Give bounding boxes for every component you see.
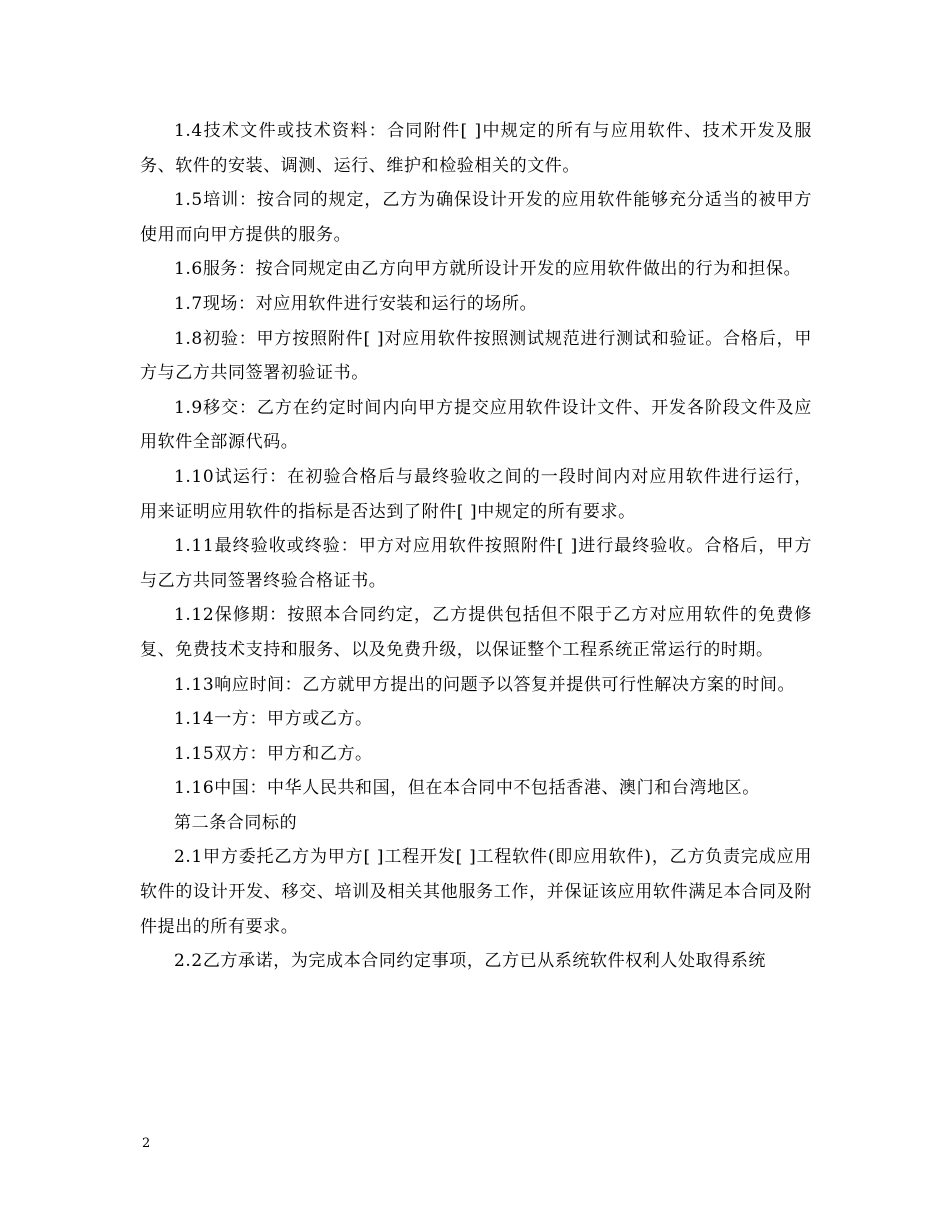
clause-1-13: 1.13响应时间：乙方就甲方提出的问题予以答复并提供可行性解决方案的时间。 xyxy=(174,674,796,695)
section-heading-article-2: 第二条合同标的 xyxy=(174,812,298,833)
clause-1-4: 1.4技术文件或技术资料：合同附件[ ]中规定的所有与应用软件、技术开发及服务、软件的安装、调测、运行、维护和检验相关的文件。 xyxy=(140,121,812,176)
clause-1-10: 1.10试运行：在初验合格后与最终验收之间的一段时间内对应用软件进行运行，用来证明应用软件的指标是否达到了附件[ ]中规定的所有要求。 xyxy=(140,466,812,522)
clause-1-11: 1.11最终验收或终验：甲方对应用软件按照附件[ ]进行最终验收。合格后，甲方与乙方共同签署终验合格证书。 xyxy=(140,536,812,591)
clause-1-5: 1.5培训：按合同的规定，乙方为确保设计开发的应用软件能够充分适当的被甲方使用而向甲方提供的服务。 xyxy=(140,190,812,245)
document-body xyxy=(140,114,812,979)
clause-1-14: 1.14一方：甲方或乙方。 xyxy=(174,709,373,730)
clause-1-12: 1.12保修期：按照本合同约定，乙方提供包括但不限于乙方对应用软件的免费修复、免费技术支持和服务、以及免费升级，以保证整个工程系统正常运行的时期。 xyxy=(140,605,812,660)
clause-2-1: 2.1甲方委托乙方为甲方[ ]工程开发[ ]工程软件(即应用软件)，乙方负责完成应用软件的设计开发、移交、培训及相关其他服务工作，并保证该应用软件满足本合同及附件提出的所有要求。 xyxy=(140,847,812,937)
clause-1-6: 1.6服务：按合同规定由乙方向甲方就所设计开发的应用软件做出的行为和担保。 xyxy=(174,259,802,280)
clause-1-16: 1.16中国：中华人民共和国，但在本合同中不包括香港、澳门和台湾地区。 xyxy=(174,778,760,799)
clause-1-7: 1.7现场：对应用软件进行安装和运行的场所。 xyxy=(174,293,538,314)
clause-1-8: 1.8初验：甲方按照附件[ ]对应用软件按照测试规范进行测试和验证。合格后，甲方与乙方共同签署初验证书。 xyxy=(140,328,812,384)
clause-2-2: 2.2乙方承诺，为完成本合同约定事项，乙方已从系统软件权利人处取得系统 xyxy=(174,951,767,972)
clause-1-15: 1.15双方：甲方和乙方。 xyxy=(174,743,373,764)
page-number: 2 xyxy=(142,1136,151,1151)
clause-1-9: 1.9移交：乙方在约定时间内向甲方提交应用软件设计文件、开发各阶段文件及应用软件全部源代码。 xyxy=(140,397,812,453)
